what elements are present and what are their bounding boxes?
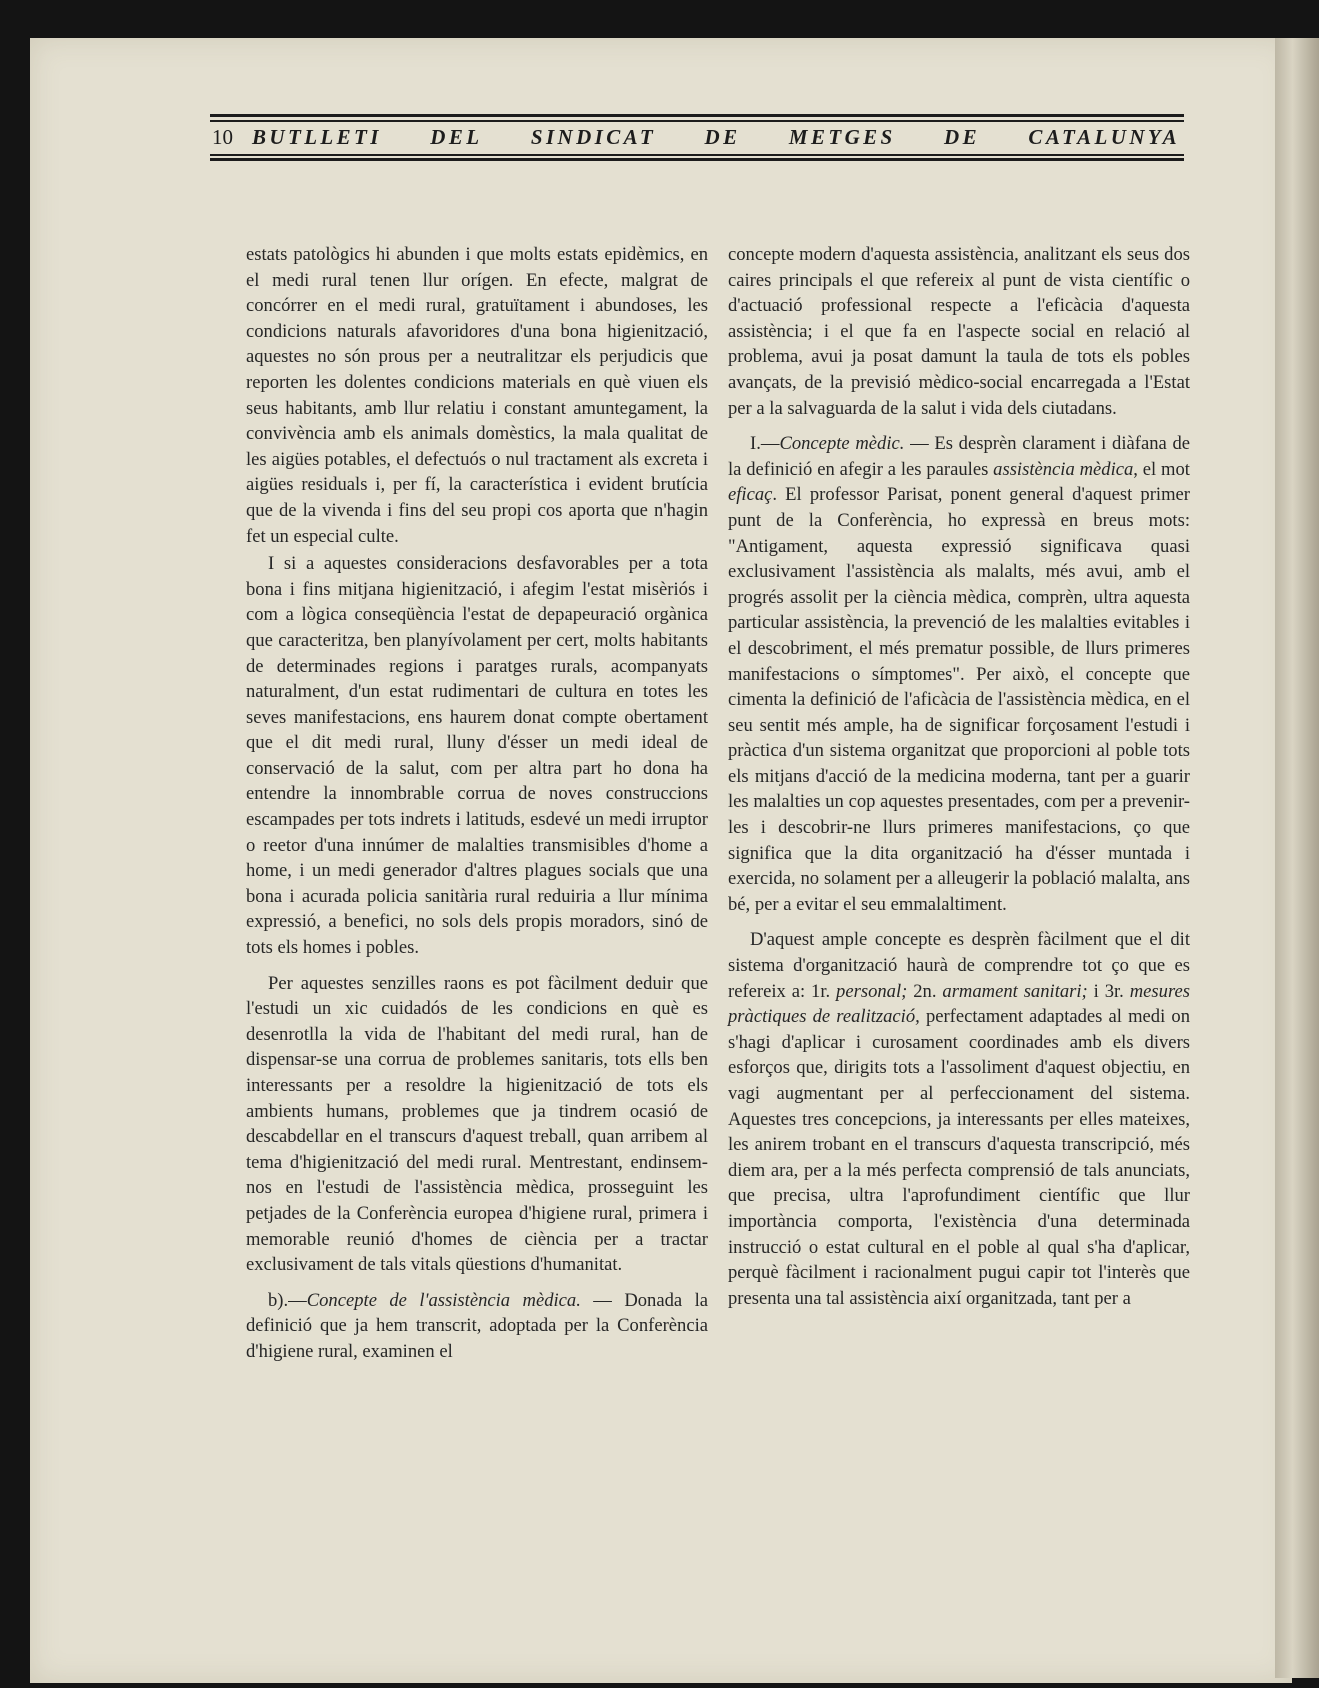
header-rule-bottom-thin [210,154,1184,156]
italic-term: assistència mèdica [993,458,1134,480]
paragraph: concepte modern d'aquesta assistència, analitzant els seus dos caires principals el que refereix al punt de vista científic o d'actuació professional respecte a l'eficàcia d'aquesta assistència; i el que fa en l'aspecte social en relació al problema, avui ja posat damunt la taula de tots els pobles avançats, de la previsió mèdico-social encarregada a l'Estat per a la salvaguarda de la salut i vida dels ciutadans. [728,244,1190,419]
paragraph-text: 2n. [907,980,943,1002]
title-word: DE [704,124,741,149]
italic-term: personal; [836,980,908,1002]
right-column [728,242,1190,1311]
journal-title [252,125,1184,150]
title-word: DEL [430,124,483,149]
running-header [210,114,1184,162]
paragraph-text: . El professor Parisat, ponent general d'aquest primer punt de la Conferència, ho expressà en breus mots: "Antigament, aquesta expressió significava quasi exclusivament l'assistència als malalts, més avui, amb el progrés assolit per la ciència mèdica, comprèn, ultra aquesta particular assistència, la prevenció de les malalties evitables i el descobriment, el més prematur possible, de llurs primeres manifestacions o símptomes". Per això, el concepte que cimenta la definició de l'aficàcia de l'assistència mèdica, en el seu sentit més ample, ha de significar forçosament l'estudi i pràctica d'un sistema organitzat que proporcioni al poble tots els mitjans d'acció de la medicina moderna, tant per a guarir les malalties un cop aquestes presentades, com per a prevenir-les i descobrir-ne llurs primeres manifestacions, ço que significa que la dita organització ha d'ésser muntada i exercida, no solament per a alleugerir la població malalta, ans bé, per a evitar el seu emmalaltiment. [728,484,1190,915]
header-rule-top [210,114,1184,117]
header-rule-bottom [210,158,1184,161]
left-column [246,242,708,1365]
paragraph-text: — Es desprèn clarament i diàfana de la definició en afegir a les paraules [728,433,1190,480]
title-word: SINDICAT [530,124,657,149]
title-word: BUTLLETI [252,124,382,149]
italic-term: eficaç [728,484,773,506]
section-heading: Concepte mèdic. [779,433,905,455]
section-paragraph [246,1288,708,1365]
paragraph-text: , el mot [1133,458,1190,480]
paragraph-text: D'aquest ample concepte es desprèn fàcilment que el dit sistema d'organització haurà de comprendre tot ço que es refereix a: 1r. [728,929,1190,1002]
title-word: CATALUNYA [1028,124,1180,149]
paragraph: I si a aquestes consideracions desfavorables per a tota bona i fins mitjana higienització, i afegim l'estat misèriós i com a lògica conseqüència l'estat de depapeuració orgànica que caracteritza, ben planyívolament per cert, molts habitants de determinades regions i paratges rurals, acompanyats naturalment, d'un estat rudimentari de cultura en totes les seves manifestacions, ens haurem donat compte obertament que el dit medi rural, lluny d'ésser un medi ideal de conservació de la salut, com per altra part ho dona ha entendre la innombrable corrua de noves construccions escampades per tots indrets i latituds, esdevé un medi irruptor o reetor d'una innúmer de malalties transmisibles d'home a home, i un medi generador d'altres plagues socials que una bona i acurada policia sanitària rural reduiria a llur mínima expressió, a benefici, no sols dels propis moradors, sinó de tots els homes i pobles. [246,553,708,959]
section-paragraph [728,431,1190,917]
paragraph: Per aquestes senzilles raons es pot fàcilment deduir que l'estudi un xic cuidadós de les condicions en què es desenrotlla la vida de l'habitant del medi rural, han de dispensar-se una corrua de problemes sanitaris, tots ells ben interessants per a resoldre la higienització de tots els ambients humans, problemes que ja tindrem ocasió de descabdellar en el transcurs d'aquest treball, quan arribem al tema d'higienització del medi rural. Mentrestant, endinsem-nos en l'estudi de l'assistència mèdica, prosseguint les petjades de la Conferència europea d'higiene rural, primera i memorable reunió d'homes de ciència per a tractar exclusivament de tals vitals qüestions d'humanitat. [246,972,708,1276]
paragraph-text: — Donada la definició que ja hem transcrit, adoptada per la Conferència d'higiene rural, examinen el [246,1289,708,1362]
paragraph-text: perfectament adaptades al medi on s'hagi d'aplicar i curosament coordinades amb els divers esforços que, dirigits tots a l'assoliment d'aquest objectiu, en vagi augmentant per al perfeccionament del sistema. Aquestes tres concepcions, ja interessants per elles mateixes, les anirem trobant en el transcurs d'aquesta transcripció, més diem ara, per a la més perfecta comprensió de tals anunciats, que precisa, ultra l'aprofundiment científic que llur importància comporta, l'existència d'una determinada instrucció o estat cultural en el poble al qual s'ha d'aplicar, perquè fàcilment i racionalment pugui capir tot l'interès que presenta una tal assistència així organitzada, tant per a [728,1006,1190,1309]
page-number: 10 [212,124,233,149]
italic-term: armament sanitari; [942,980,1088,1002]
italic-term: mesures pràctiques de realització, [728,980,1190,1028]
title-word: METGES [788,124,896,149]
paragraph [728,927,1190,1311]
title-word: DE [944,124,981,149]
paragraph-text: i 3r. [1087,980,1130,1002]
header-line [210,122,1184,152]
section-label: b).— [268,1289,307,1311]
page-edge [1275,38,1319,1678]
section-heading: Concepte de l'assistència mèdica. [306,1289,581,1311]
paragraph: estats patològics hi abunden i que molts estats epidèmics, en el medi rural tenen llur orígen. En efecte, malgrat de concórrer en el medi rural, gratuïtament i abundoses, les condicions naturals afavoridores d'una bona higienització, aquestes no són prous per a neutralitzar els perjudicis que reporten les dolentes condicions materials en què viuen els seus habitants, amb llur relatiu i constant amuntegament, la convivència amb els animals domèstics, la mala qualitat de les aigües potables, el defectuós o nul tractament als excreta i aigües residuals i, per fí, la característica i evident brutícia que de la vivenda i fins del seu propi cos aporta que n'hagin fet un especial culte. [246,244,708,547]
section-label: I.— [750,433,780,455]
